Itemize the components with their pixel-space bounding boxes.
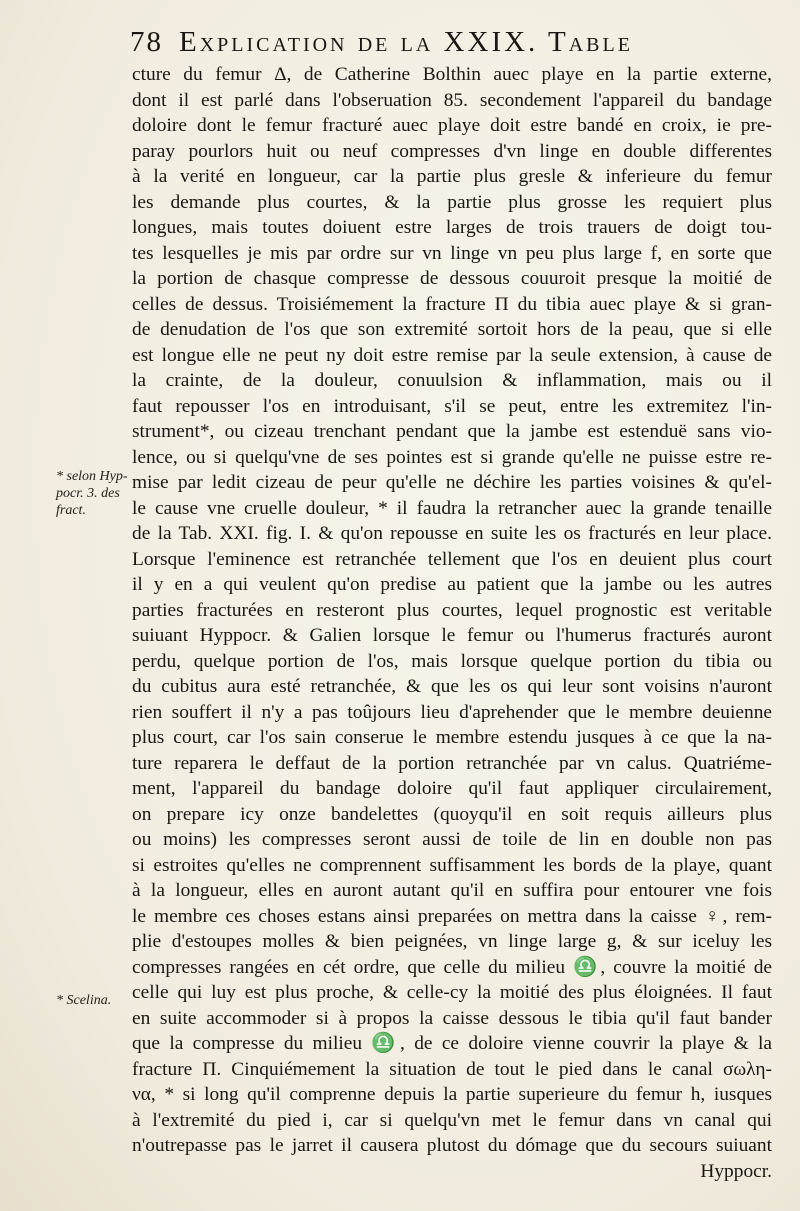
- text-line: on prepare icy onze bandelettes (quoyqu'il en soit requis ailleurs plus: [132, 803, 772, 825]
- text-line: fracture Π. Cinquiémement la situation de tout le pied dans le canal σωλη-: [132, 1058, 772, 1080]
- text-line: suiuant Hyppocr. & Galien lorsque le femur ou l'humerus fracturés auront: [132, 625, 772, 646]
- text-line: perdu, quelque portion de l'os, mais lorsque quelque portion du tibia ou: [132, 650, 772, 672]
- text-line: compresses rangées en cét ordre, que celle du milieu ♎, couvre la moitié de: [132, 956, 772, 978]
- text-line: celle qui luy est plus proche, & celle-cy la moitié des plus éloignées. Il faut: [132, 982, 772, 1003]
- text-line: la crainte, de la douleur, conuulsion & inflammation, mais ou il: [132, 370, 772, 391]
- text-line: dont il est parlé dans l'obseruation 85. secondement l'appareil du bandage: [132, 89, 772, 111]
- text-line: si estroites qu'elles ne comprennent suffisamment les bords de la playe, quant: [132, 854, 772, 876]
- text-line: strument*, ou cizeau trenchant pendant que la jambe est estenduë sans vio-: [132, 421, 772, 442]
- text-line: lence, ou si quelqu'vne de ses pointes est si grande qu'elle ne puisse estre re-: [132, 446, 772, 468]
- text-line: à l'extremité du pied i, car si quelqu'vn met le femur dans vn canal qui: [132, 1109, 772, 1131]
- text-line: n'outrepasse pas le jarret il causera plutost du dómage que du secours suiuant: [132, 1135, 772, 1156]
- text-line: il y en a qui veulent qu'on predise au patient que la jambe ou les autres: [132, 574, 772, 595]
- text-line: que la compresse du milieu ♎, de ce doloire vienne couvrir la playe & la: [132, 1033, 772, 1054]
- text-line: est longue elle ne peut ny doit estre remise par la seule extension, à cause de: [132, 344, 772, 366]
- page-header: [130, 26, 770, 62]
- text-line: celles de dessus. Troisiémement la fracture Π du tibia auec playe & si gran-: [132, 293, 772, 315]
- text-line: doloire dont le femur fracturé auec playe doit estre bandé en croix, ie pre-: [132, 115, 772, 136]
- text-line: ment, l'appareil du bandage doloire qu'il faut appliquer circulairement,: [132, 778, 772, 799]
- text-line: ture reparera le deffaut de la portion retranchée par vn calus. Quatriéme-: [132, 752, 772, 774]
- text-line: cture du femur Δ, de Catherine Bolthin auec playe en la partie externe,: [132, 64, 772, 85]
- text-line: plie d'estoupes molles & bien peignées, vn linge large g, & sur iceluy les: [132, 931, 772, 952]
- text-line: longues, mais toutes doiuent estre larges de trois trauers de doigt tou-: [132, 217, 772, 238]
- text-line: la portion de chasque compresse de dessous couuroit presque la moitié de: [132, 268, 772, 289]
- margin-note: * Scelina.: [56, 993, 112, 1008]
- text-line: à la longueur, elles en auront autant qu'il en suffira pour entourer vne fois: [132, 880, 772, 901]
- text-line-catchword: Hyppocr.: [700, 1160, 772, 1182]
- text-line: rien souffert il n'y a pas toûjours lieu d'aprehender que le membre deuienne: [132, 701, 772, 723]
- text-line: les demande plus courtes, & la partie plus grosse les requiert plus: [132, 191, 772, 213]
- text-line: en suite accommoder si à propos la caisse dessous le tibia qu'il faut bander: [132, 1007, 772, 1029]
- running-title: Explication de la XXIX. Table: [179, 26, 633, 58]
- text-line: mise par ledit cizeau de peur qu'elle ne déchire les parties voisines & qu'el-: [132, 472, 772, 493]
- text-line: le membre ces choses estans ainsi preparées on mettra dans la caisse ♀, rem-: [132, 905, 772, 927]
- text-line: le cause vne cruelle douleur, * il faudra la retrancher auec la grande tenaille: [132, 497, 772, 519]
- page-number: 78: [130, 26, 163, 58]
- text-line: du cubitus aura esté retranchée, & que les os qui leur sont voisins n'auront: [132, 676, 772, 697]
- text-line: de la Tab. XXI. fig. I. & qu'on repousse en suite les os fracturés en leur place.: [132, 523, 772, 544]
- text-line: à la verité en longueur, car la partie plus gresle & inferieure du femur: [132, 166, 772, 187]
- body-text: [132, 62, 772, 1184]
- text-line: tes lesquelles je mis par ordre sur vn linge vn peu plus large f, en sorte que: [132, 242, 772, 264]
- text-line: plus court, car l'os sain conserue le membre estendu jusques à ce que la na-: [132, 727, 772, 748]
- text-line: faut repousser l'os en introduisant, s'il se peut, entre les extremitez l'in-: [132, 395, 772, 417]
- text-line: να, * si long qu'il comprenne depuis la partie superieure du femur h, iusques: [132, 1084, 772, 1105]
- margin-note: * selon Hyp-pocr. 3. des fract.: [56, 469, 128, 518]
- text-line: paray pourlors huit ou neuf compresses d'vn linge en double differentes: [132, 140, 772, 162]
- text-line: de denudation de l'os que son extremité sortoit hors de la peau, que si elle: [132, 319, 772, 340]
- text-line: Lorsque l'eminence est retranchée tellement que l'os en deuient plus court: [132, 548, 772, 570]
- text-line: parties fracturées en resteront plus courtes, lequel prognostic est veritable: [132, 599, 772, 621]
- text-line: ou moins) les compresses seront aussi de toile de lin en double non pas: [132, 829, 772, 850]
